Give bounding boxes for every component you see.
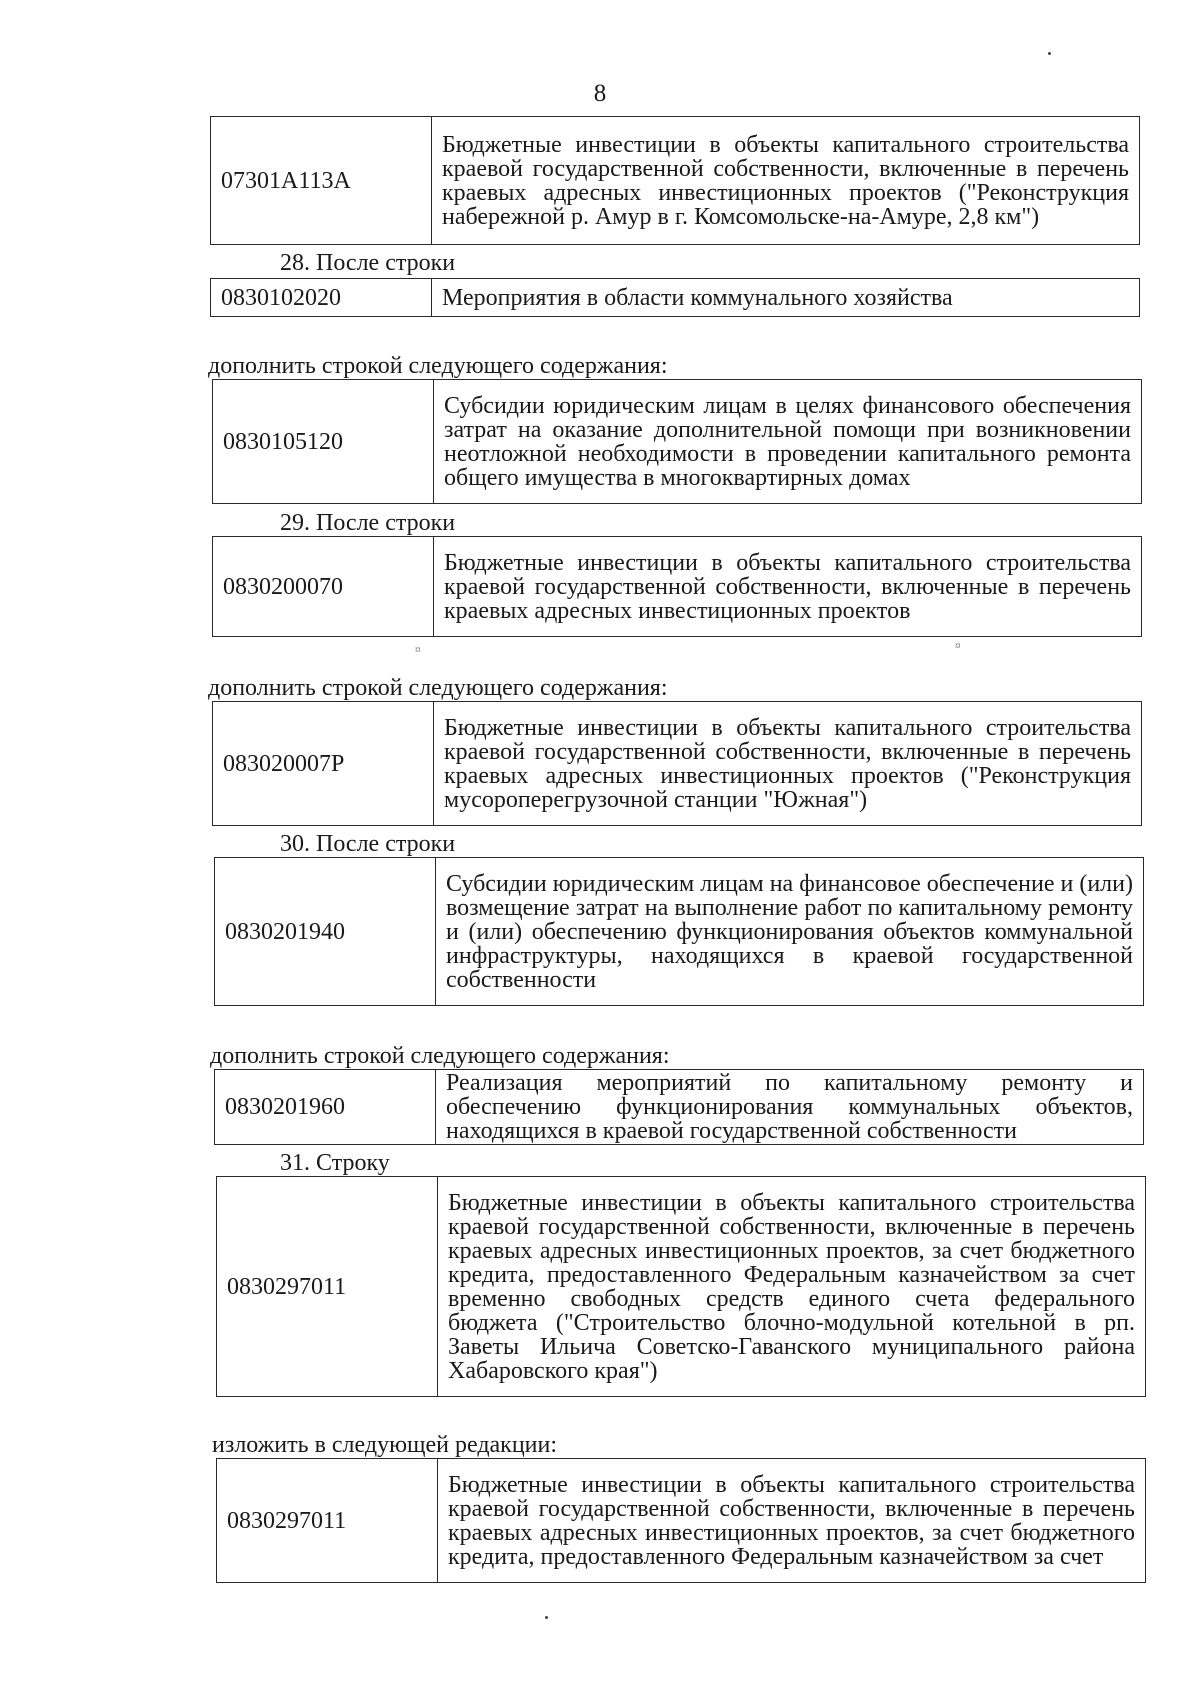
scan-mark: ¤ <box>415 644 421 656</box>
budget-description: Мероприятия в области коммунального хозяйства <box>432 279 1140 317</box>
table-row <box>211 117 1140 245</box>
code-table <box>210 278 1140 317</box>
section-heading: 28. После строки <box>280 250 456 276</box>
scan-mark: ¤ <box>955 640 961 652</box>
table-row <box>217 1459 1146 1583</box>
section-heading: 29. После строки <box>280 510 456 536</box>
code-table <box>210 116 1140 245</box>
budget-description: Реализация мероприятий по капитальному ремонту и обеспечению функционирования коммунальных объектов, находящихся в краевой государственной собственности <box>436 1070 1144 1145</box>
section-heading: дополнить строкой следующего содержания: <box>210 1043 670 1069</box>
scan-dot <box>1048 52 1051 55</box>
budget-code: 0830297011 <box>217 1177 438 1397</box>
budget-code: 0830201940 <box>215 858 436 1006</box>
code-table <box>216 1458 1146 1583</box>
budget-description: Бюджетные инвестиции в объекты капитального строительства краевой государственной собственности, включенные в перечень краевых адресных инвестиционных проектов ("Реконструкция мусороперегрузочной станции "Южная") <box>434 702 1142 826</box>
table-row <box>213 702 1142 826</box>
section-heading: изложить в следующей редакции: <box>212 1432 558 1458</box>
table-row <box>213 380 1142 504</box>
budget-code: 0830200070 <box>213 537 434 637</box>
budget-code: 0830201960 <box>215 1070 436 1145</box>
budget-code: 0830102020 <box>211 279 432 317</box>
budget-description: Бюджетные инвестиции в объекты капитального строительства краевой государственной собственности, включенные в перечень краевых адресных инвестиционных проектов, за счет бюджетного кредита, предоставленного Федеральным казначейством за счет временно свободных средств единого счета федерального бюджета ("Строительство блочно-модульной котельной в рп. Заветы Ильича Советско-Гаванского муниципального района Хабаровского края") <box>438 1177 1146 1397</box>
scan-dot <box>545 1616 548 1619</box>
table-row <box>211 279 1140 317</box>
code-table <box>214 857 1144 1006</box>
code-table <box>212 701 1142 826</box>
budget-code: 083020007Р <box>213 702 434 826</box>
code-table <box>214 1069 1144 1145</box>
table-row <box>215 1070 1144 1145</box>
budget-description: Бюджетные инвестиции в объекты капитального строительства краевой государственной собственности, включенные в перечень краевых адресных инвестиционных проектов <box>434 537 1142 637</box>
table-row <box>215 858 1144 1006</box>
section-heading: 31. Строку <box>280 1150 390 1176</box>
page-number: 8 <box>593 80 607 107</box>
section-heading: дополнить строкой следующего содержания: <box>208 675 668 701</box>
budget-code: 07301A113A <box>211 117 432 245</box>
section-heading: 30. После строки <box>280 831 456 857</box>
budget-code: 0830297011 <box>217 1459 438 1583</box>
budget-code: 0830105120 <box>213 380 434 504</box>
code-table <box>212 536 1142 637</box>
code-table <box>216 1176 1146 1397</box>
table-row <box>213 537 1142 637</box>
budget-description: Бюджетные инвестиции в объекты капитального строительства краевой государственной собственности, включенные в перечень краевых адресных инвестиционных проектов ("Реконструкция набережной р. Амур в г. Комсомольске-на-Амуре, 2,8 км") <box>432 117 1140 245</box>
budget-description: Субсидии юридическим лицам на финансовое обеспечение и (или) возмещение затрат на выполнение работ по капитальному ремонту и (или) обеспечению функционирования объектов коммунальной инфраструктуры, находящихся в краевой государственной собственности <box>436 858 1144 1006</box>
budget-description: Бюджетные инвестиции в объекты капитального строительства краевой государственной собственности, включенные в перечень краевых адресных инвестиционных проектов, за счет бюджетного кредита, предоставленного Федеральным казначейством за счет <box>438 1459 1146 1583</box>
code-table <box>212 379 1142 504</box>
section-heading: дополнить строкой следующего содержания: <box>208 353 668 379</box>
table-row <box>217 1177 1146 1397</box>
budget-description: Субсидии юридическим лицам в целях финансового обеспечения затрат на оказание дополнительной помощи при возникновении неотложной необходимости в проведении капитального ремонта общего имущества в многоквартирных домах <box>434 380 1142 504</box>
